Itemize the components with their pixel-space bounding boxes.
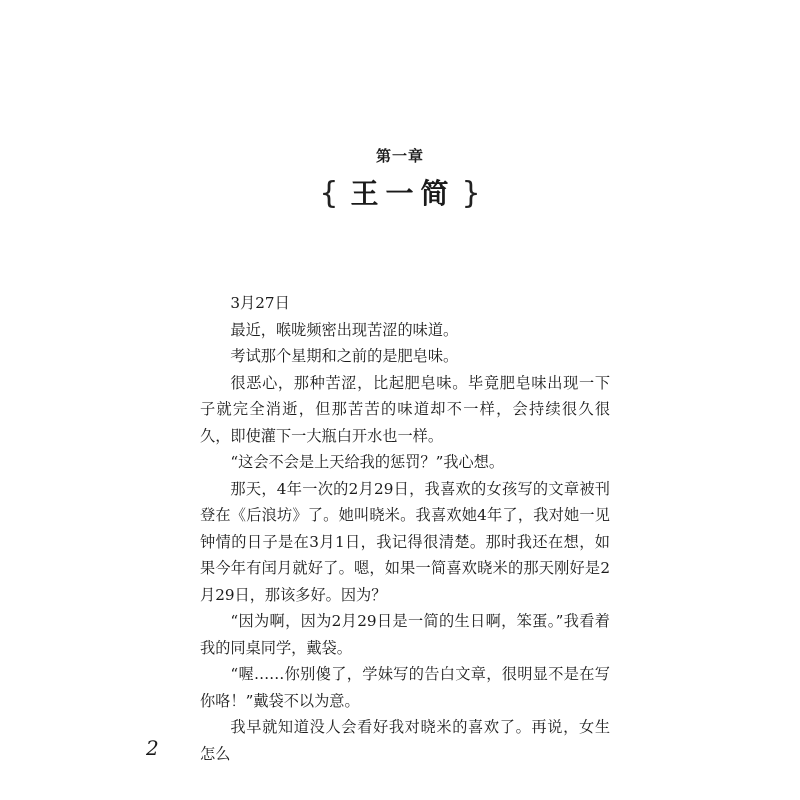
paragraph: 我早就知道没人会看好我对晓米的喜欢了。再说，女生怎么 xyxy=(200,718,610,763)
paragraph: “因为啊，因为2月29日是一简的生日啊，笨蛋。”我看着我的同桌同学，戴袋。 xyxy=(200,612,610,657)
paragraph-date: 3月27日 xyxy=(230,294,290,312)
paragraph: “这会不会是上天给我的惩罚？”我心想。 xyxy=(230,453,505,471)
paragraph: 最近，喉咙频密出现苦涩的味道。 xyxy=(230,320,459,339)
paragraph: 很恶心，那种苦涩，比起肥皂味。毕竟肥皂味出现一下子就完全消逝，但那苦苦的味道却不一样，会持续很久很久，即使灌下一大瓶白开水也一样。 xyxy=(200,373,610,445)
paragraph: “喔……你别傻了，学妹写的告白文章，很明显不是在写你咯！”戴袋不以为意。 xyxy=(200,665,610,710)
paragraph: 考试那个星期和之前的是肥皂味。 xyxy=(230,347,459,365)
chapter-label: 第一章 xyxy=(375,147,424,165)
chapter-title xyxy=(0,174,800,214)
paragraph: 那天，4年一次的2月29日，我喜欢的女孩写的文章被刊登在《后浪坊》了。她叫晓米。我喜欢她4年了，我对她一见钟情的日子是在3月1日，我记得很清楚。那时我还在想，如果今年有闰月就好了。嗯，如果一简喜欢晓米的那天刚好是2月29日，那该多好。因为？ xyxy=(200,479,610,604)
body-text xyxy=(200,290,610,767)
title-close-brace: } xyxy=(461,176,481,211)
title-open-brace: { xyxy=(319,176,339,211)
chapter-title-text: 王一简 xyxy=(350,177,456,210)
page-number: 2 xyxy=(146,736,159,760)
